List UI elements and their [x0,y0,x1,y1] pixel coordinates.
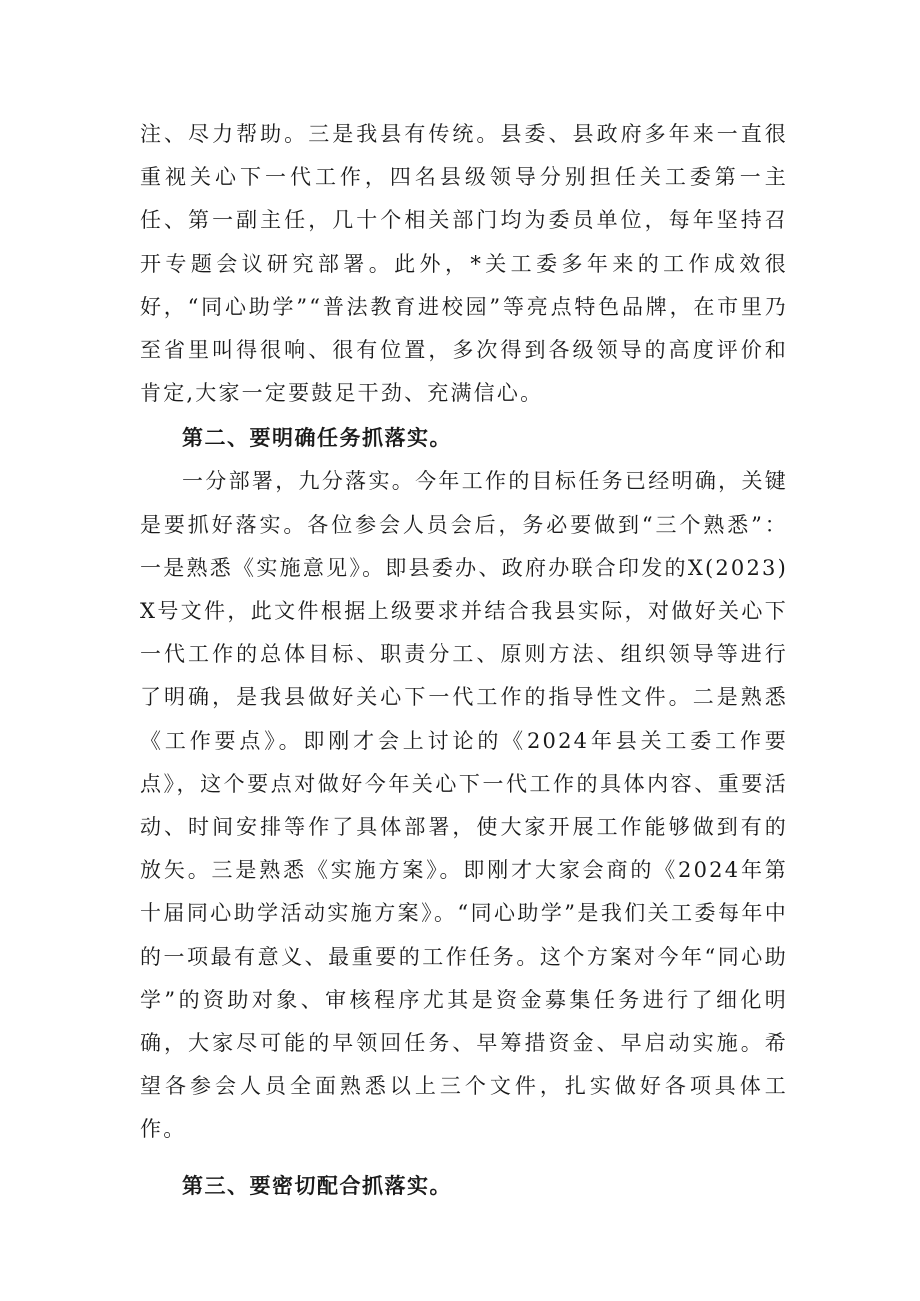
paragraph-tasks: 一分部署，九分落实。今年工作的目标任务已经明确，关键是要抓好落实。各位参会人员会后，务必要做到“三个熟悉”：一是熟悉《实施意见》。即县委办、政府办联合印发的X(2023)X号文件，此文件根据上级要求并结合我县实际，对做好关心下一代工作的总体目标、职责分工、原则方法、组织领导等进行了明确，是我县做好关心下一代工作的指导性文件。二是熟悉《工作要点》。即刚才会上讨论的《2024年县关工委工作要点》，这个要点对做好今年关心下一代工作的具体内容、重要活动、时间安排等作了具体部署，使大家开展工作能够做到有的放矢。三是熟悉《实施方案》。即刚才大家会商的《2024年第十届同心助学活动实施方案》。“同心助学”是我们关工委每年中的一项最有意义、最重要的工作任务。这个方案对今年“同心助学”的资助对象、审核程序尤其是资金募集任务进行了细化明确，大家尽可能的早领回任务、早筹措资金、早启动实施。希望各参会人员全面熟悉以上三个文件，扎实做好各项具体工作。 [140,469,788,1142]
section-heading-third: 第三、要密切配合抓落实。 [182,1173,452,1198]
paragraph-tradition: 注、尽力帮助。三是我县有传统。县委、县政府多年来一直很重视关心下一代工作，四名县级领导分别担任关工委第一主任、第一副主任，几十个相关部门均为委员单位，每年坚持召开专题会议研究部署。此外，*关工委多年来的工作成效很好，“同心助学”“普法教育进校园”等亮点特色品牌，在市里乃至省里叫得很响、很有位置，多次得到各级领导的高度评价和肯定,大家一定要鼓足干劲、充满信心。 [140,122,788,406]
document-body [140,113,788,1208]
section-heading-second: 第二、要明确任务抓落实。 [182,426,452,451]
